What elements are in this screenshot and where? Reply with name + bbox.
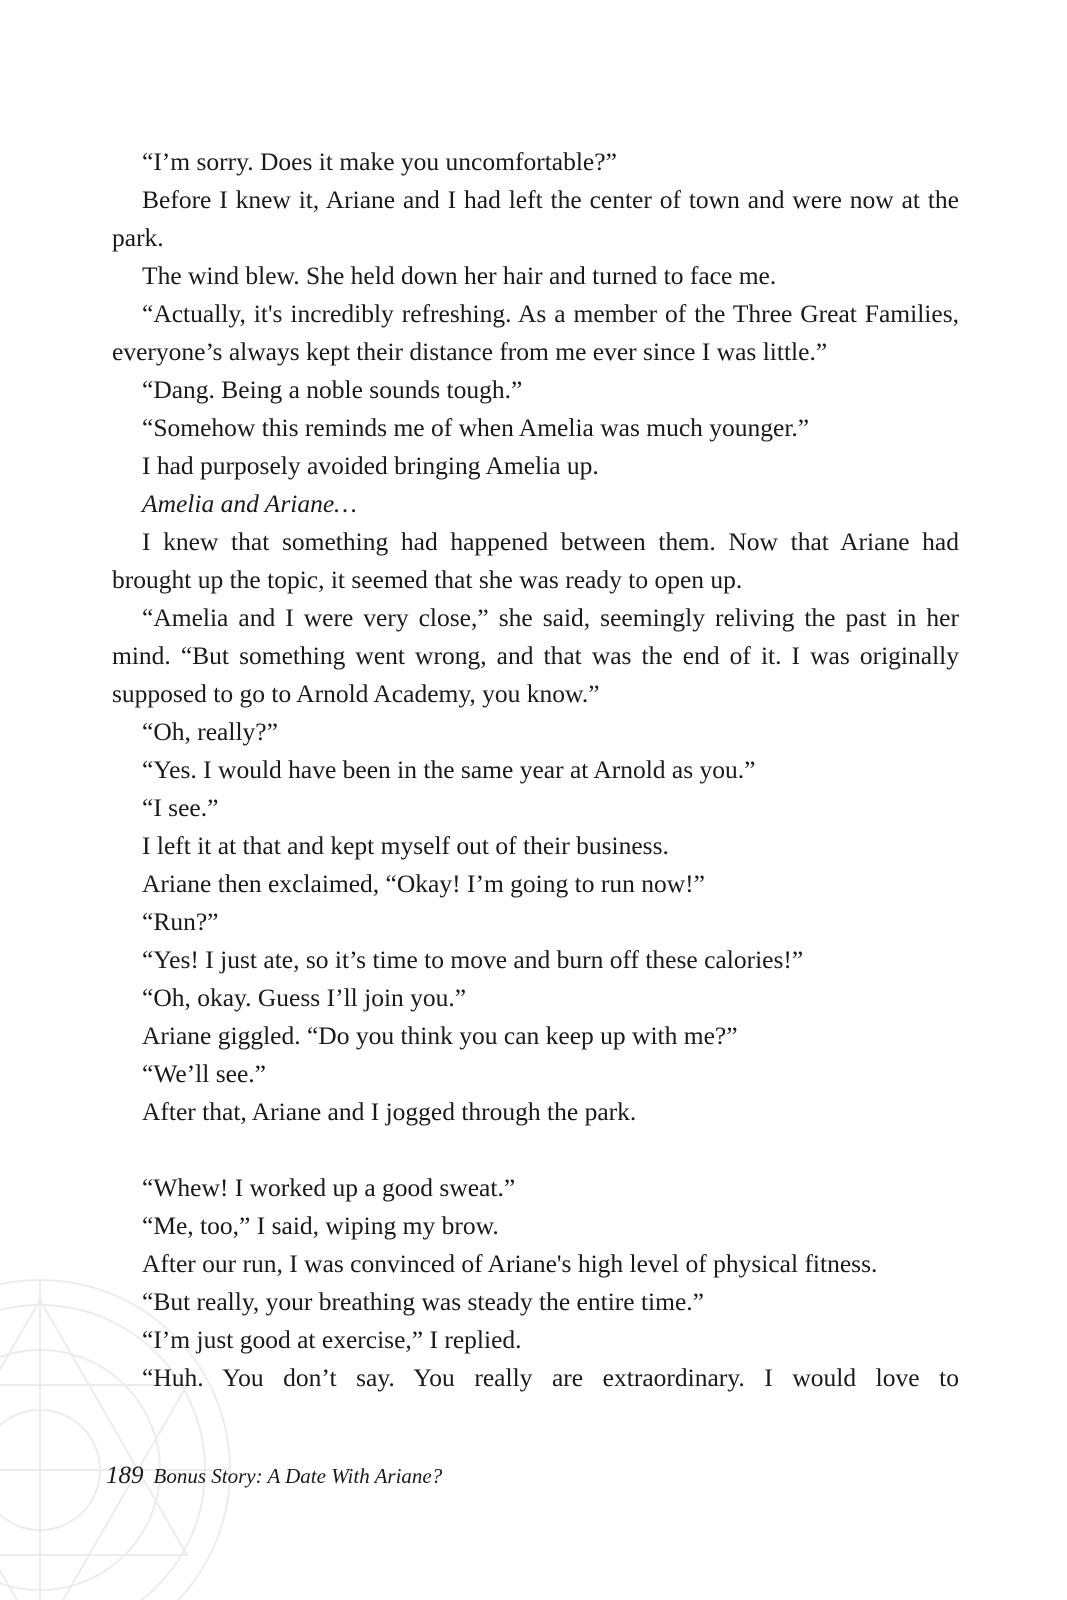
paragraph: “I’m just good at exercise,” I replied. <box>142 1325 522 1354</box>
paragraph: After that, Ariane and I jogged through the park. <box>142 1097 637 1126</box>
paragraph: I had purposely avoided bringing Amelia up. <box>142 451 599 480</box>
paragraph: “Huh. You don’t say. You really are extraordinary. I would love to <box>142 1363 959 1392</box>
paragraph: I knew that something had happened between them. Now that Ariane had brought up the topic, it seemed that she was ready to open up. <box>112 527 959 594</box>
paragraph: “Somehow this reminds me of when Amelia was much younger.” <box>142 413 810 442</box>
paragraph: “Amelia and I were very close,” she said, seemingly reliving the past in her mind. “But something went wrong, and that was the end of it. I was originally supposed to go to Arnold Academy, you know.” <box>112 603 959 708</box>
chapter-title: Bonus Story: A Date With Ariane? <box>153 1464 443 1488</box>
paragraph: I left it at that and kept myself out of their business. <box>142 831 669 860</box>
paragraph: “Oh, really?” <box>142 717 278 746</box>
paragraph: “We’ll see.” <box>142 1059 266 1088</box>
paragraph: “Dang. Being a noble sounds tough.” <box>142 375 523 404</box>
paragraph: “Actually, it's incredibly refreshing. As a member of the Three Great Families, everyone’s always kept their distance from me ever since I was little.” <box>112 299 959 366</box>
paragraph: Ariane then exclaimed, “Okay! I’m going to run now!” <box>142 869 705 898</box>
paragraph: “But really, your breathing was steady the entire time.” <box>142 1287 704 1316</box>
paragraph: “Whew! I worked up a good sweat.” <box>142 1173 516 1202</box>
running-footer <box>106 1462 442 1490</box>
paragraph: Before I knew it, Ariane and I had left the center of town and were now at the park. <box>112 185 959 252</box>
page-number: 189 <box>106 1462 144 1489</box>
paragraph: Ariane giggled. “Do you think you can keep up with me?” <box>142 1021 738 1050</box>
paragraph: “Run?” <box>142 907 219 936</box>
paragraph: The wind blew. She held down her hair and turned to face me. <box>142 261 777 290</box>
paragraph: “I’m sorry. Does it make you uncomfortable?” <box>142 147 617 176</box>
paragraph: “I see.” <box>142 793 219 822</box>
paragraph: After our run, I was convinced of Ariane's high level of physical fitness. <box>142 1249 878 1278</box>
paragraph: “Yes. I would have been in the same year at Arnold as you.” <box>142 755 756 784</box>
scene-break <box>112 1131 959 1169</box>
paragraph: “Oh, okay. Guess I’ll join you.” <box>142 983 467 1012</box>
paragraph: “Yes! I just ate, so it’s time to move and burn off these calories!” <box>142 945 804 974</box>
page-body <box>112 143 959 1397</box>
paragraph: Amelia and Ariane… <box>142 489 357 518</box>
paragraph: “Me, too,” I said, wiping my brow. <box>142 1211 499 1240</box>
